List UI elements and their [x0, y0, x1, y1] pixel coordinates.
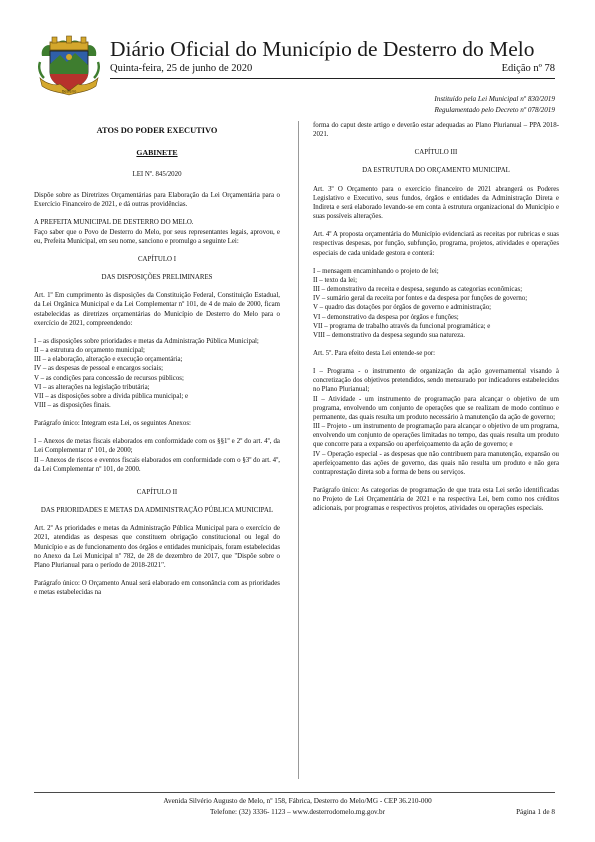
chapter-1-subtitle: DAS DISPOSIÇÕES PRELIMINARES	[101, 274, 213, 282]
chapter-3-title: CAPÍTULO III	[414, 149, 458, 157]
definition-1: I – Programa - o instrumento de organização da ação governamental visando à concretização dos objetivos pretendidos, sendo mensurado por indicadores estabelecidos no Plano Plurianual;	[313, 368, 559, 394]
issue-date: Quinta-feira, 25 de junho de 2020	[110, 63, 253, 74]
newspaper-title: Diário Oficial do Município de Desterro do Melo	[110, 37, 535, 61]
edition-number: Edição nº 78	[501, 63, 555, 74]
article-4: Art. 4º A proposta orçamentária do Município evidenciará as receitas por rubricas e suas respectivas despesas, por função, subfunção, programa, projetos, atividades e operações especiais de cada unidade gestora e conterá:	[313, 231, 559, 257]
list-item: II – a estrutura do orçamento municipal;	[34, 347, 145, 355]
law-number: LEI Nº. 845/2020	[132, 171, 182, 178]
list-item: VIII – demonstrativo da despesa segundo sua natureza.	[313, 331, 465, 339]
chapter-2-title: CAPÍTULO II	[136, 488, 178, 496]
list-item: I – as disposições sobre prioridades e metas da Administração Pública Municipal;	[34, 337, 259, 345]
list-item: V – quadro das dotações por órgãos de governo e administração;	[313, 304, 492, 312]
list-item: VII – programa de trabalho através da funcional programática; e	[313, 322, 491, 330]
list-item: VIII – as disposições finais.	[34, 401, 111, 409]
instituted-line: Instituído pela Lei Municipal nº 830/2019	[434, 95, 555, 103]
article-1: Art. 1º Em cumprimento às disposições da Constituição Federal, Constituição Estadual, da Lei Orgânica Municipal e da Lei Complementar nº 101, de 4 de maio de 2000, ficam estabelecidas as diretrizes orçamentárias do Município de Desterro do Melo para o exercício de 2021, compreendendo:	[34, 292, 280, 327]
list-item: IV – as despesas de pessoal e encargos sociais;	[34, 365, 164, 373]
paragraph-unique-2: Parágrafo único: O Orçamento Anual será elaborado em consonância com as prioridades e metas estabelecidas na	[34, 580, 280, 597]
list-item: IV – sumário geral da receita por fontes e da despesa por funções de governo;	[313, 295, 528, 303]
paragraph-unique-3: Parágrafo único: As categorias de programação de que trata esta Lei serão identificadas no Projeto de Lei Orçamentária de 2021 e na respectiva Lei, bem como nos créditos adicionais, por programas e respectivos projetos, atividades ou operações especiais.	[313, 487, 559, 513]
footer-rule	[34, 792, 555, 793]
left-column	[34, 121, 280, 597]
footer-address: Avenida Silvério Augusto de Melo, nº 158, Fábrica, Desterro do Melo/MG - CEP 36.210-000	[163, 797, 432, 805]
preamble-line-2: Faço saber que o Povo de Desterro do Melo, por seus representantes legais, aprovou, e eu, Prefeita Municipal, em seu nome, sanciono e promulgo a seguinte Lei:	[34, 228, 280, 245]
list-item: VII – as disposições sobre a dívida pública municipal; e	[34, 392, 189, 400]
chapter-2-subtitle: DAS PRIORIDADES E METAS DA ADMINISTRAÇÃO PÚBLICA MUNICIPAL	[40, 507, 274, 515]
chapter-1-title: CAPÍTULO I	[137, 255, 177, 263]
article-2-continuation: forma do caput deste artigo e deverão estar adequadas ao Plano Plurianual – PPA 2018-2021.	[313, 122, 559, 139]
list-item: V – as condições para concessão de recursos públicos;	[34, 374, 184, 382]
law-ementa: Dispõe sobre as Diretrizes Orçamentárias para Elaboração da Lei Orçamentária para o Exercício Financeiro de 2021, e dá outras providências.	[34, 192, 280, 209]
article-5: Art. 5º. Para efeito desta Lei entende-se por:	[313, 349, 436, 357]
list-item: II – texto da lei;	[313, 276, 358, 284]
masthead-rule	[110, 78, 555, 79]
footer-contact: Telefone: (32) 3336- 1123 – www.desterrodomelo.mg.gov.br	[210, 808, 385, 816]
annex-2: II – Anexos de riscos e eventos fiscais elaborados em conformidade com o §3º do art. 4º, da Lei Complementar nº 101, de 2000.	[34, 456, 280, 473]
right-column	[313, 121, 559, 522]
institution-note	[434, 94, 555, 116]
definition-3: III – Projeto - um instrumento de programação para alcançar o objetivo de um programa, envolvendo um conjunto de operações limitadas no tempo, das quais resulta um produto que concorre para a expansão ou aperfeiçoamento da ação de governo; e	[313, 423, 559, 449]
definition-4: IV – Operação especial - as despesas que não contribuem para manutenção, expansão ou aperfeiçoamento das ações de governo, das quais não resulta um produto e não gera contraprestação direta sob a forma de bens ou serviços.	[313, 450, 559, 476]
svg-text:Desterro: Desterro	[61, 89, 77, 94]
chapter-3-subtitle: DA ESTRUTURA DO ORÇAMENTO MUNICIPAL	[362, 167, 510, 175]
municipal-crest-icon	[36, 34, 102, 96]
article-3: Art. 3º O Orçamento para o exercício financeiro de 2021 abrangerá os Poderes Legislativo e Executivo, seus fundos, órgãos e entidades da Administração Direta e Indireta e será elaborado levando-se em conta à estrutura organizacional do Município e suas possíveis alterações.	[313, 185, 559, 221]
annex-1: I – Anexos de metas fiscais elaborados em conformidade com os §§1º e 2º do art. 4º, da Lei Complementar nº 101, de 2000;	[34, 438, 280, 455]
list-item: VI – as alterações na legislação tributária;	[34, 383, 150, 391]
list-item: I – mensagem encaminhando o projeto de lei;	[313, 267, 439, 275]
paragraph-unique-1: Parágrafo único: Integram esta Lei, os seguintes Anexos:	[34, 420, 191, 428]
list-item: III – a elaboração, alteração e execução orçamentária;	[34, 356, 183, 364]
subsection-heading: GABINETE	[136, 148, 178, 157]
article-2: Art. 2º As prioridades e metas da Administração Pública Municipal para o exercício de 2021, atendidas as despesas que constituem obrigação constitucional ou legal do Município e as de funcionamento dos órgãos e entidades municipais, foram estabelecidas no Anexo da Lei Municipal nº 782, de 28 de dezembro de 2017, que "Dispõe sobre o Plano Plurianual para o período de 2018-2021".	[34, 525, 280, 569]
list-item: VI – demonstrativo da despesa por órgãos e funções;	[313, 313, 459, 321]
page-number: Página 1 de 8	[516, 808, 555, 816]
definition-2: II – Atividade - um instrumento de programação para alcançar o objetivo de um programa, envolvendo um conjunto de operações que se realizam de modo contínuo e permanente, das quais resulta um produto necessário à manutenção da ação de governo;	[313, 395, 559, 421]
list-item: III – demonstrativo da receita e despesa, segundo as categorias econômicas;	[313, 286, 523, 294]
preamble-line-1: A PREFEITA MUNICIPAL DE DESTERRO DO MELO.	[34, 219, 194, 227]
column-divider	[298, 121, 299, 779]
section-heading: ATOS DO PODER EXECUTIVO	[96, 126, 218, 135]
regulated-line: Regulamentado pelo Decreto nº 078/2019	[434, 106, 555, 114]
